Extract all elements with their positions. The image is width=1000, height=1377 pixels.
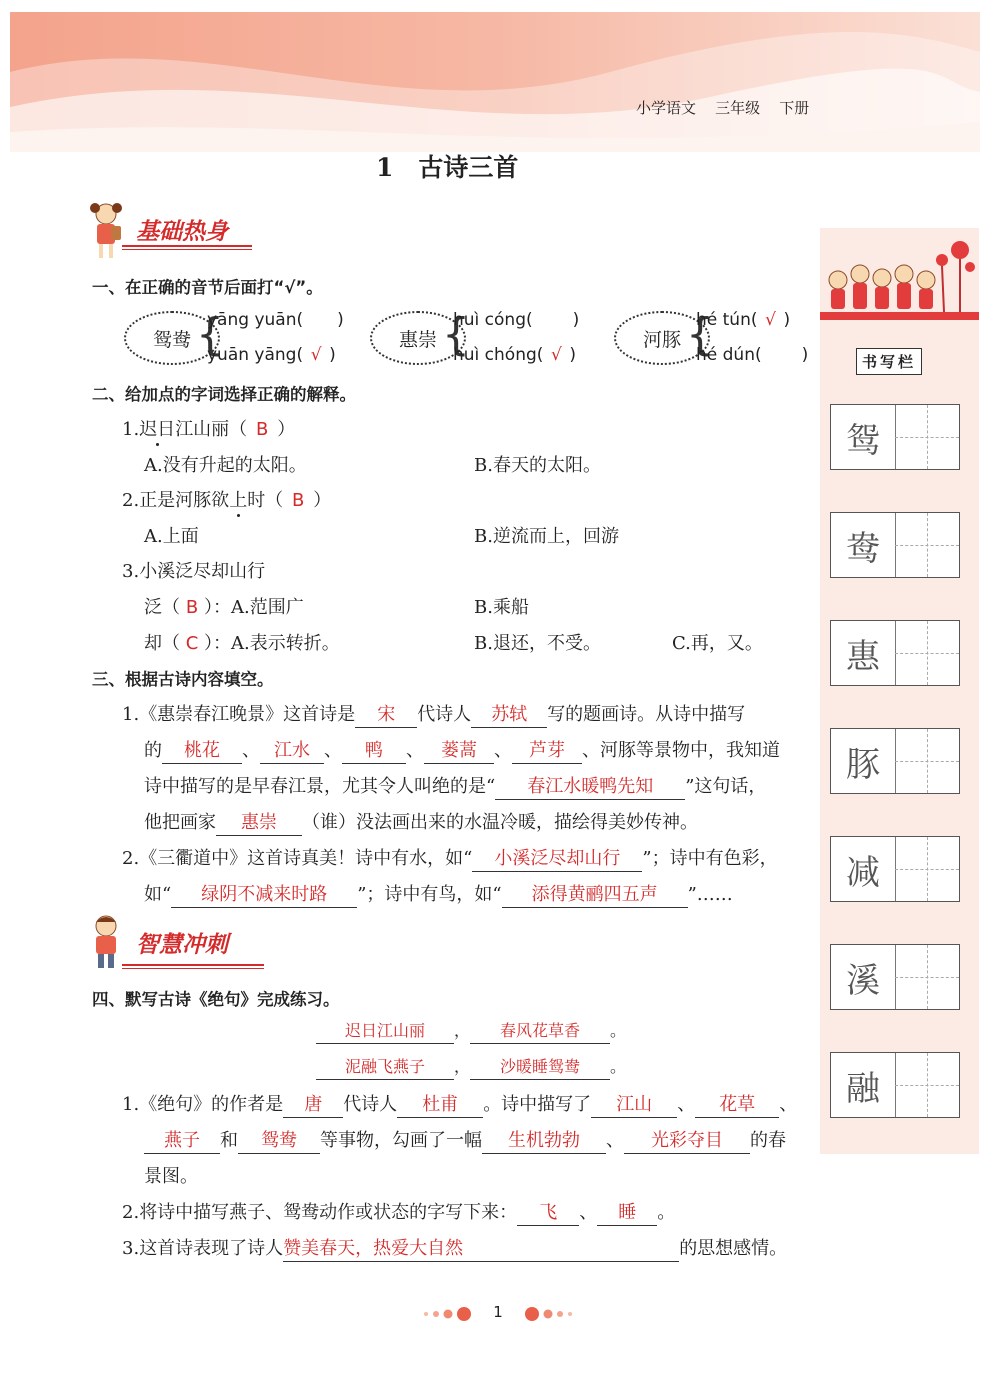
writing-char: 减 xyxy=(831,837,896,901)
q2-sub-1: 泛（ B ）：A.范围广 xyxy=(144,597,304,618)
poem-line-1: 迟日江山丽 ， 春风花草香 。 xyxy=(316,1018,626,1044)
q1-brace: { xyxy=(196,309,224,360)
q2-option-c: C.再，又。 xyxy=(672,633,763,654)
q4-s1-line1: 1.《绝句》的作者是 唐 代诗人 杜甫 。诗中描写了 江山 、 花草 、 xyxy=(122,1090,797,1118)
blank[interactable]: 桃花 xyxy=(162,739,242,764)
q4-s1-line3: 景图。 xyxy=(144,1166,198,1187)
boy-mascot-icon xyxy=(86,914,126,972)
blank[interactable]: 江水 xyxy=(260,739,324,764)
blank[interactable]: 燕子 xyxy=(144,1129,220,1154)
q4-title: 四、默写古诗《绝句》完成练习。 xyxy=(92,990,340,1009)
q1-option[interactable]: yāng yuān( ) xyxy=(207,310,344,330)
blank[interactable]: 飞 xyxy=(517,1201,579,1226)
cartoon-kids-flowers-decoration xyxy=(820,222,979,322)
q2-item-3: 3.小溪泛尽却山行 xyxy=(122,561,266,582)
q1-word-bubble: 河豚 xyxy=(614,311,710,365)
q1-option[interactable]: hé dún( ) xyxy=(696,345,809,365)
page-number: 1 xyxy=(493,1303,503,1321)
blank[interactable]: 小溪泛尽却山行 xyxy=(472,847,642,872)
writing-char: 豚 xyxy=(831,729,896,793)
blank[interactable]: 芦芽 xyxy=(512,739,582,764)
blank[interactable]: 添得黄鹂四五声 xyxy=(502,883,688,908)
girl-mascot-icon xyxy=(86,200,126,262)
blank[interactable]: 春风花草香 xyxy=(470,1019,610,1044)
writing-box[interactable] xyxy=(830,944,960,1010)
lesson-title: 1 古诗三首 xyxy=(376,153,519,182)
header-volume: 下册 xyxy=(779,99,810,117)
blank[interactable]: 绿阴不减来时路 xyxy=(171,883,357,908)
q1-option[interactable]: huì cóng( ) xyxy=(453,310,580,330)
blank[interactable]: 惠崇 xyxy=(216,811,302,836)
poem-line-2: 泥融飞燕子 ， 沙暖睡鸳鸯 。 xyxy=(316,1054,626,1080)
blank[interactable]: 江山 xyxy=(591,1093,677,1118)
q3-p1-line2: 的 桃花 、 江水 、 鸭 、 蒌蒿 、 芦芽 、河豚等景物中，我知道 xyxy=(144,736,780,764)
blank[interactable]: 睡 xyxy=(597,1201,657,1226)
blank[interactable]: 宋 xyxy=(355,703,417,728)
q1-option[interactable]: huì chóng( √ ) xyxy=(453,345,577,365)
writing-char: 鸯 xyxy=(831,513,896,577)
blank[interactable]: 鸳鸯 xyxy=(238,1129,320,1154)
q2-item-2: 2.正是河豚欲上时（ B ） xyxy=(122,490,332,511)
q3-p2-line2: 如“ 绿阴不减来时路 ”；诗中有鸟，如“ 添得黄鹂四五声 ”…… xyxy=(144,880,733,908)
q3-p1-line4: 他把画家 惠崇 （谁）没法画出来的水温冷暖，描绘得美妙传神。 xyxy=(144,808,698,836)
q2-item-1: 1.迟日江山丽（ B ） xyxy=(122,419,296,440)
blank[interactable]: 杜甫 xyxy=(397,1093,483,1118)
q2-option-b: B.逆流而上，回游 xyxy=(474,526,619,547)
blank[interactable]: 生机勃勃 xyxy=(482,1129,606,1154)
banner-warmup: 基础热身 xyxy=(136,219,228,245)
banner-underline xyxy=(122,245,252,250)
q1-brace: { xyxy=(686,309,714,360)
blank[interactable]: 迟日江山丽 xyxy=(316,1019,454,1044)
q2-answer[interactable]: C xyxy=(185,633,199,654)
header-subject: 小学语文 xyxy=(636,99,697,117)
banner-underline xyxy=(122,964,264,969)
writing-char: 鸳 xyxy=(831,405,896,469)
blank[interactable]: 光彩夺目 xyxy=(624,1129,750,1154)
q2-title: 二、给加点的字词选择正确的解释。 xyxy=(92,385,356,404)
writing-box[interactable] xyxy=(830,620,960,686)
q2-option-b: B.春天的太阳。 xyxy=(474,455,601,476)
q2-option-b: B.退还，不受。 xyxy=(474,633,601,654)
writing-box[interactable] xyxy=(830,1052,960,1118)
sidebar-label: 书写栏 xyxy=(856,348,922,375)
q2-option-b: B.乘船 xyxy=(474,597,529,618)
header-wave-decoration xyxy=(10,12,980,152)
q4-s1-line2: 燕子 和 鸳鸯 等事物，勾画了一幅 生机勃勃 、 光彩夺目 的春 xyxy=(144,1126,786,1154)
q4-s2: 2.将诗中描写燕子、鸳鸯动作或状态的字写下来： 飞 、 睡 。 xyxy=(122,1198,675,1226)
q2-sub-2: 却（ C ）：A.表示转折。 xyxy=(144,633,340,654)
blank[interactable]: 春江水暖鸭先知 xyxy=(495,775,685,800)
writing-char: 溪 xyxy=(831,945,896,1009)
blank[interactable]: 唐 xyxy=(283,1093,343,1118)
q1-word-bubble: 惠崇 xyxy=(370,311,466,365)
writing-box[interactable] xyxy=(830,836,960,902)
writing-char: 惠 xyxy=(831,621,896,685)
writing-box[interactable] xyxy=(830,404,960,470)
q3-p1-line3: 诗中描写的是早春江景，尤其令人叫绝的是“ 春江水暖鸭先知 ”这句话， xyxy=(144,772,766,800)
blank[interactable]: 花草 xyxy=(695,1093,779,1118)
q4-s3: 3.这首诗表现了诗人赞美春天，热爱大自然 的思想感情。 xyxy=(122,1234,787,1262)
writing-box[interactable] xyxy=(830,512,960,578)
writing-box[interactable] xyxy=(830,728,960,794)
header-grade: 三年级 xyxy=(715,99,761,117)
q2-option-a: A.上面 xyxy=(144,526,199,547)
q2-answer[interactable]: B xyxy=(256,419,269,440)
q1-word-bubble: 鸳鸯 xyxy=(124,311,220,365)
q3-p2-line1: 2.《三衢道中》这首诗真美！诗中有水，如“ 小溪泛尽却山行 ”；诗中有色彩， xyxy=(122,844,778,872)
blank[interactable]: 鸭 xyxy=(342,739,406,764)
q3-title: 三、根据古诗内容填空。 xyxy=(92,670,274,689)
blank[interactable]: 蒌蒿 xyxy=(424,739,494,764)
q2-answer[interactable]: B xyxy=(185,597,199,618)
banner-sprint: 智慧冲刺 xyxy=(136,932,228,958)
q2-answer[interactable]: B xyxy=(292,490,305,511)
blank[interactable]: 赞美春天，热爱大自然 xyxy=(283,1237,679,1262)
q1-option[interactable]: yuān yāng( √ ) xyxy=(207,345,336,365)
q1-brace: { xyxy=(442,309,470,360)
q3-p1-line1: 1.《惠崇春江晚景》这首诗是 宋 代诗人 苏轼 写的题画诗。从诗中描写 xyxy=(122,700,745,728)
blank[interactable]: 泥融飞燕子 xyxy=(316,1055,454,1080)
q2-option-a: A.没有升起的太阳。 xyxy=(144,455,307,476)
blank[interactable]: 沙暖睡鸳鸯 xyxy=(470,1055,610,1080)
blank[interactable]: 苏轼 xyxy=(471,703,547,728)
q1-title: 一、在正确的音节后面打“√”。 xyxy=(92,278,323,297)
header-subject-line xyxy=(636,97,809,118)
writing-char: 融 xyxy=(831,1053,896,1117)
q1-option[interactable]: hé tún( √ ) xyxy=(696,310,791,330)
